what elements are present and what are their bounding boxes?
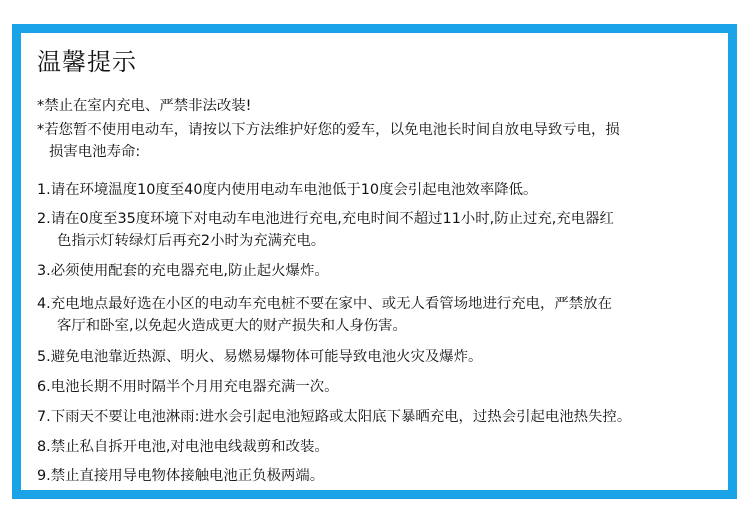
list-item-4 [37,293,612,337]
item-line: 9.禁止直接用导电物体接触电池正负极两端。 [37,468,325,484]
list-item-2 [37,208,614,252]
list-item-7 [37,406,631,428]
notice-line: *若您暂不使用电动车，请按以下方法维护好您的爱车，以免电池长时间自放电导致亏电，损 [37,122,620,138]
page-title: 温馨提示 [37,48,137,76]
item-line: 1.请在环境温度10度至40度内使用电动车电池低于10度会引起电池效率降低。 [37,182,538,198]
list-item-1 [37,179,537,201]
item-line: 7.下雨天不要让电池淋雨:进水会引起电池短路或太阳底下暴晒充电，过热会引起电池热失控。 [37,409,632,425]
item-line: 3.必须使用配套的充电器充电,防止起火爆炸。 [37,263,329,279]
notice-indoor-charging [37,95,251,117]
list-item-3 [37,260,329,282]
list-item-5 [37,346,482,368]
list-item-8 [37,436,329,458]
notice-line: *禁止在室内充电、严禁非法改装! [37,98,252,114]
item-line: 客厅和卧室,以免起火造成更大的财产损失和人身伤害。 [57,318,407,334]
item-line: 6.电池长期不用时隔半个月用充电器充满一次。 [37,379,339,395]
notice-maintenance [37,119,620,163]
item-line: 色指示灯转绿灯后再充2小时为充满充电。 [57,233,326,249]
list-item-6 [37,376,339,398]
notice-frame [12,24,737,499]
item-line: 8.禁止私自拆开电池,对电池电线裁剪和改装。 [37,439,329,455]
list-item-9 [37,465,324,487]
item-line: 4.充电地点最好选在小区的电动车充电桩不要在家中、或无人看管场地进行充电，严禁放在 [37,296,612,312]
item-line: 5.避免电池靠近热源、明火、易燃易爆物体可能导致电池火灾及爆炸。 [37,349,483,365]
notice-line: 损害电池寿命: [49,144,141,160]
item-line: 2.请在0度至35度环境下对电动车电池进行充电,充电时间不超过11小时,防止过充,充电器红 [37,211,614,227]
